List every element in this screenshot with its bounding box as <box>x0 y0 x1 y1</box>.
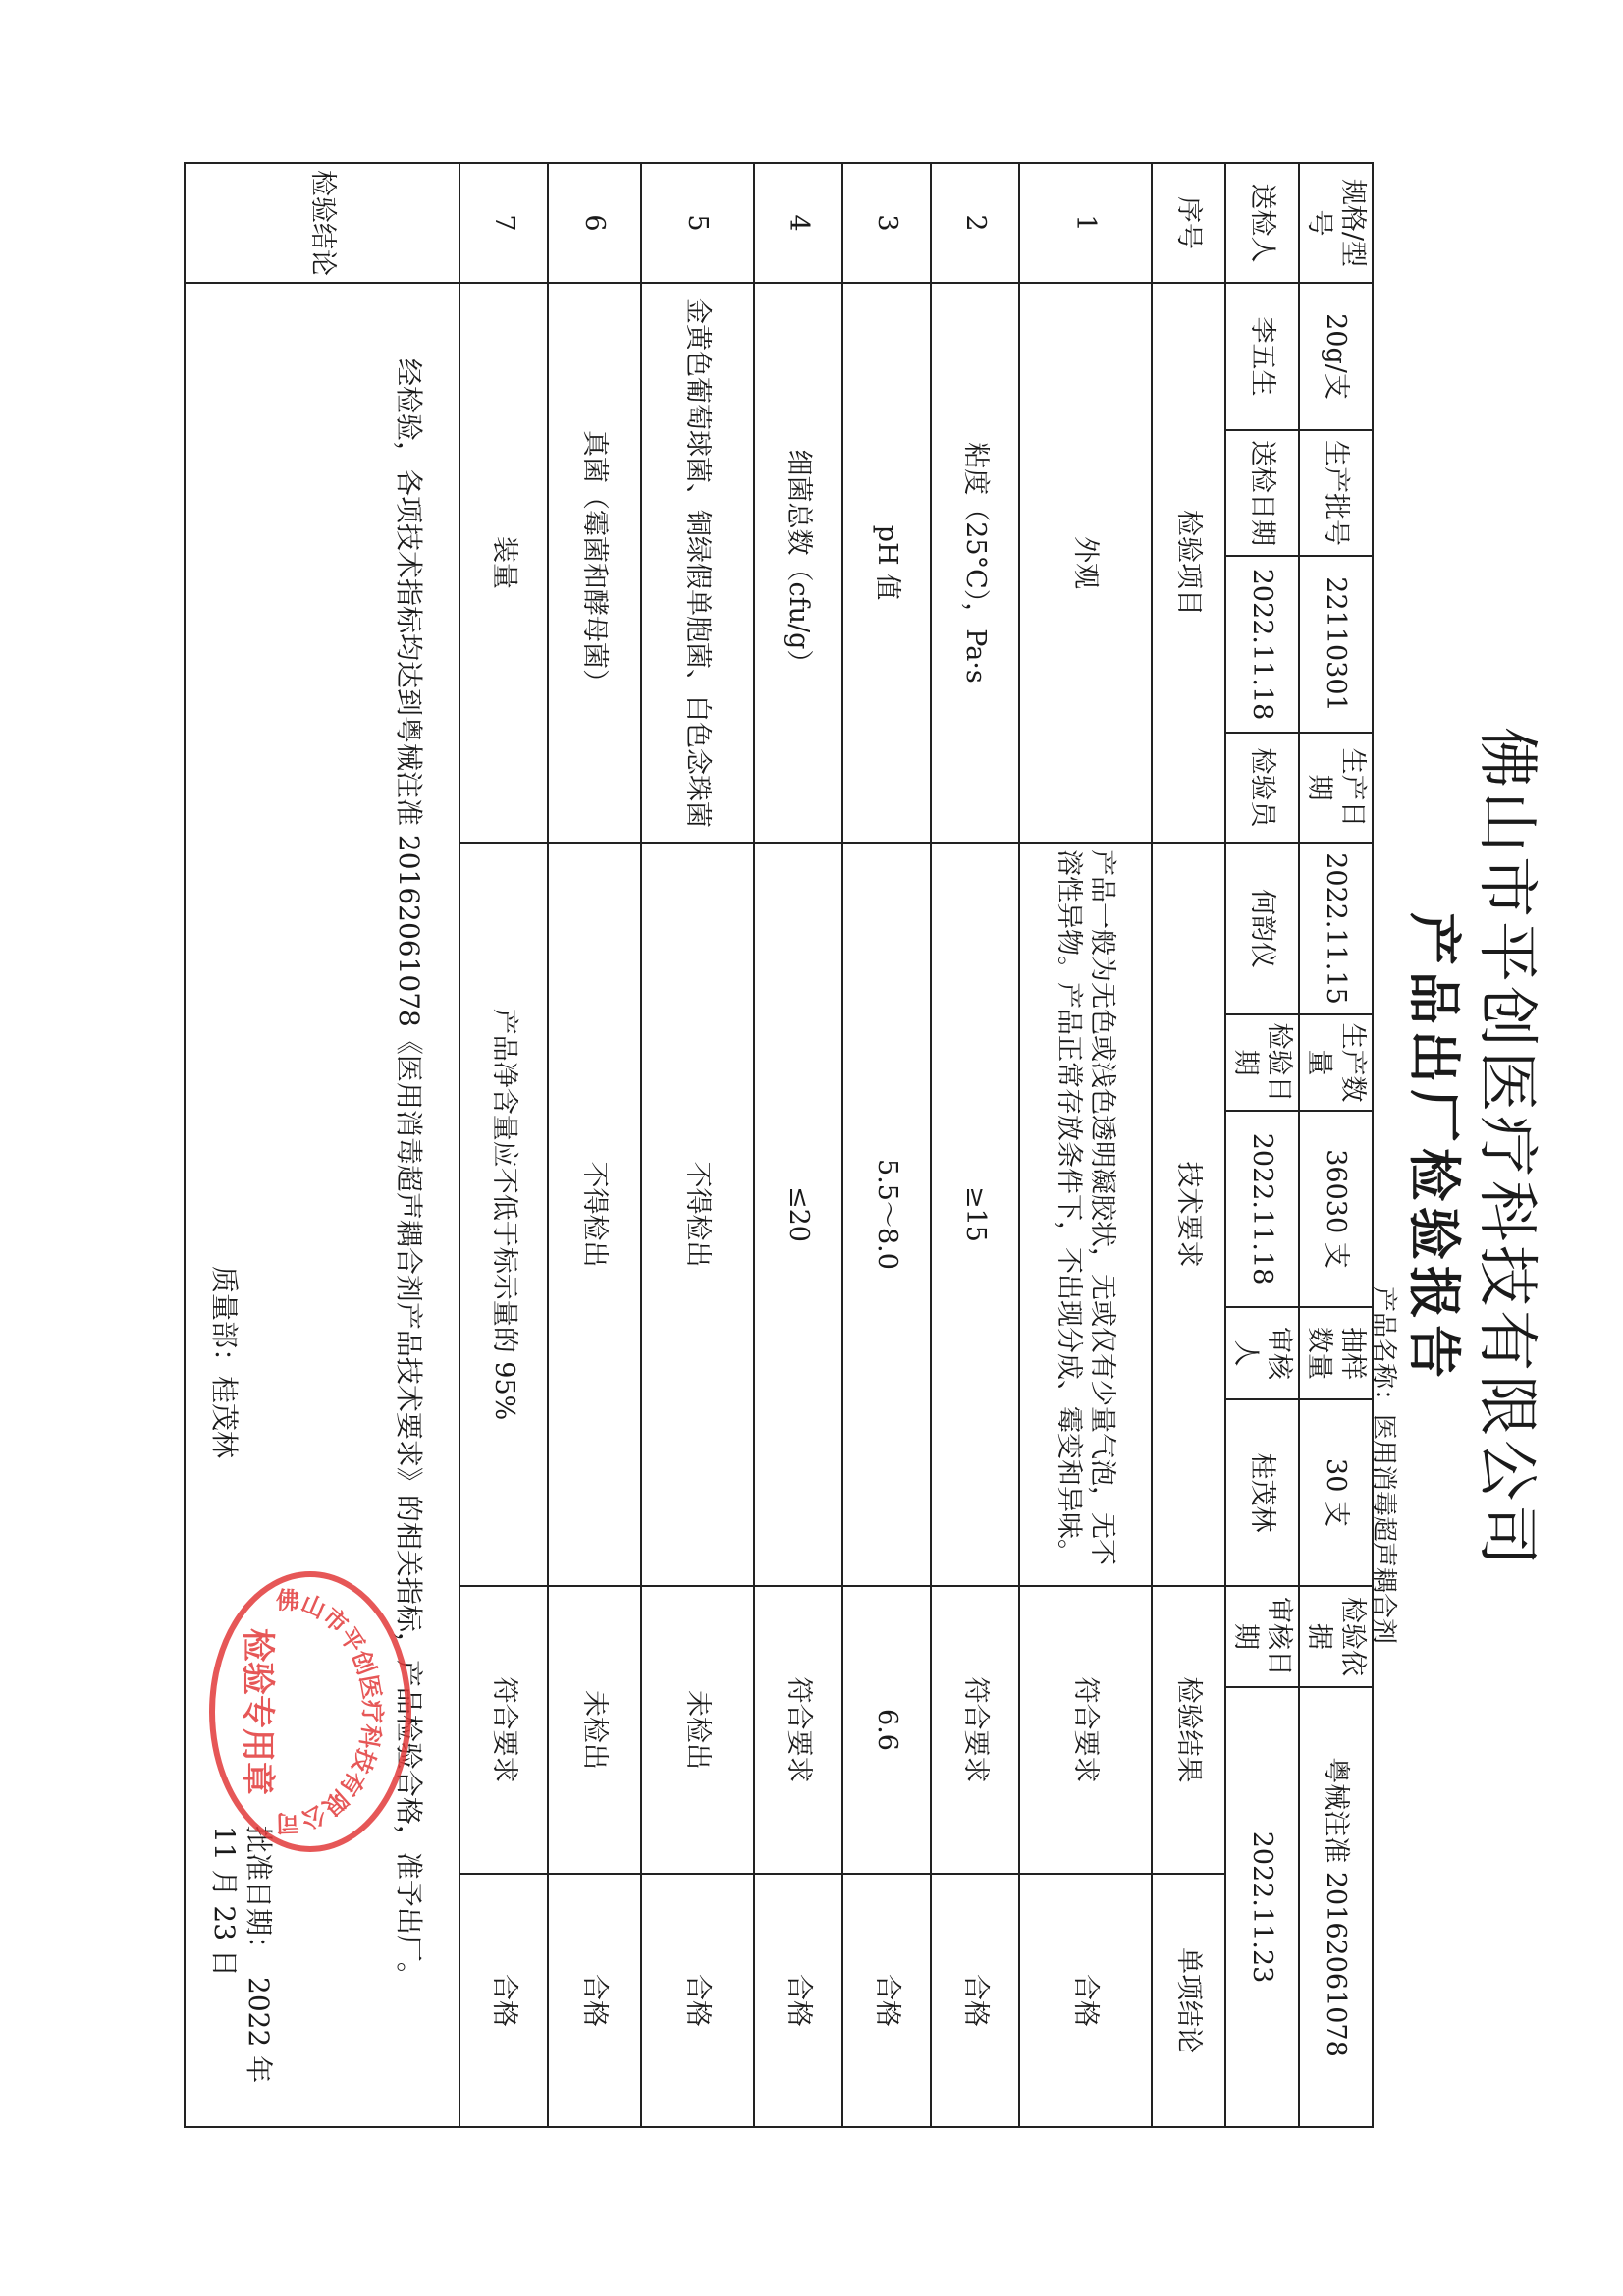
stamp-bottom-text: 检验专用章 <box>238 1628 277 1795</box>
row-conclusion: 合格 <box>842 1874 931 2127</box>
row-conclusion: 合格 <box>460 1874 548 2127</box>
row-no: 5 <box>641 163 754 283</box>
row-no: 1 <box>1019 163 1152 283</box>
row-item: 真菌（霉菌和酵母菌） <box>548 283 641 843</box>
prod-date-label: 生产日期 <box>1299 733 1373 843</box>
info-row-1 <box>1299 163 1373 2127</box>
review-date-label: 审核日期 <box>1225 1586 1299 1687</box>
basis-label: 检验依据 <box>1299 1586 1373 1687</box>
inspector-label: 检验员 <box>1225 733 1299 843</box>
send-date-value: 2022.11.18 <box>1225 556 1299 733</box>
row-req: 5.5～8.0 <box>842 843 931 1586</box>
sender-value: 李五生 <box>1225 283 1299 430</box>
conclusion-cell <box>185 283 460 2127</box>
row-req: ≥15 <box>931 843 1019 1586</box>
row-req: 不得检出 <box>548 843 641 1586</box>
row-item: pH 值 <box>842 283 931 843</box>
row-result: 未检出 <box>641 1586 754 1874</box>
header-req: 技术要求 <box>1152 843 1225 1586</box>
row-req: 产品净含量应不低于标示量的 95% <box>460 843 548 1586</box>
row-no: 4 <box>754 163 842 283</box>
header-no: 序号 <box>1152 163 1225 283</box>
row-req: 产品一般为无色或浅色透明凝胶状，无或仅有少量气泡，无不溶性异物。产品正常存放条件下，不出现分成、霉变和异味。 <box>1019 843 1152 1586</box>
header-item: 检验项目 <box>1152 283 1225 843</box>
header-conclusion: 单项结论 <box>1152 1874 1225 2127</box>
row-no: 7 <box>460 163 548 283</box>
spec-label: 规格/型号 <box>1299 163 1373 283</box>
info-row-2 <box>1225 163 1299 2127</box>
sample-qty-label: 抽样数量 <box>1299 1307 1373 1399</box>
stamp-arc-text: 佛山市平创医疗科技有限公司 <box>275 1586 386 1837</box>
row-conclusion: 合格 <box>931 1874 1019 2127</box>
row-conclusion: 合格 <box>548 1874 641 2127</box>
row-item: 细菌总数（cfu/g） <box>754 283 842 843</box>
report-title: 产品出厂检验报告 <box>1403 912 1466 1384</box>
sample-qty-value: 30 支 <box>1299 1399 1373 1586</box>
row-conclusion: 合格 <box>754 1874 842 2127</box>
row-no: 6 <box>548 163 641 283</box>
row-conclusion: 合格 <box>1019 1874 1152 2127</box>
inspect-date-label: 检验日期 <box>1225 1014 1299 1111</box>
table-row <box>641 163 754 2127</box>
reviewer-value: 桂茂林 <box>1225 1399 1299 1586</box>
table-row <box>842 163 931 2127</box>
prod-date-value: 2022.11.15 <box>1299 843 1373 1014</box>
row-conclusion: 合格 <box>641 1874 754 2127</box>
table-row <box>754 163 842 2127</box>
row-no: 2 <box>931 163 1019 283</box>
row-item: 外观 <box>1019 283 1152 843</box>
table-row <box>931 163 1019 2127</box>
inspect-date-value: 2022.11.18 <box>1225 1111 1299 1307</box>
approval-date: 批准日期： 2022 年 11 月 23 日 <box>208 1826 275 2084</box>
row-result: 符合要求 <box>754 1586 842 1874</box>
send-date-label: 送检日期 <box>1225 430 1299 556</box>
prod-qty-value: 36030 支 <box>1299 1111 1373 1307</box>
reviewer-label: 审核人 <box>1225 1307 1299 1399</box>
row-item: 装量 <box>460 283 548 843</box>
company-name: 佛山市平创医疗科技有限公司 <box>1472 726 1543 1569</box>
conclusion-row <box>185 163 460 2127</box>
batch-label: 生产批号 <box>1299 430 1373 556</box>
row-req: ≤20 <box>754 843 842 1586</box>
table-header-row <box>1152 163 1225 2127</box>
row-req: 不得检出 <box>641 843 754 1586</box>
table-row <box>460 163 548 2127</box>
row-item: 粘度（25°C），Pa·s <box>931 283 1019 843</box>
table-row <box>1019 163 1152 2127</box>
quality-dept: 质量部：桂茂林 <box>208 1266 241 1459</box>
batch-value: 22110301 <box>1299 556 1373 733</box>
spec-value: 20g/支 <box>1299 283 1373 430</box>
inspector-value: 何韵仪 <box>1225 843 1299 1014</box>
conclusion-label: 检验结论 <box>185 163 460 283</box>
review-date-value: 2022.11.23 <box>1225 1687 1299 2127</box>
basis-value: 粤械注准 20162061078 <box>1299 1687 1373 2127</box>
row-no: 3 <box>842 163 931 283</box>
conclusion-text: 经检验，各项技术指标均达到粤械注准 20162061078《医用消毒超声耦合剂产品技术要求》的相关指标，产品检验合格，准予出厂。 <box>393 358 425 1990</box>
row-result: 符合要求 <box>931 1586 1019 1874</box>
row-result: 未检出 <box>548 1586 641 1874</box>
product-name: 产品名称：医用消毒超声耦合剂 <box>1369 1286 1398 1645</box>
row-result: 符合要求 <box>460 1586 548 1874</box>
inspection-table <box>184 162 1374 2128</box>
row-item: 金黄色葡萄球菌、铜绿假单胞菌、白色念珠菌 <box>641 283 754 843</box>
row-result: 符合要求 <box>1019 1586 1152 1874</box>
prod-qty-label: 生产数量 <box>1299 1014 1373 1111</box>
header-result: 检验结果 <box>1152 1586 1225 1874</box>
row-result: 6.6 <box>842 1586 931 1874</box>
table-row <box>548 163 641 2127</box>
sender-label: 送检人 <box>1225 163 1299 283</box>
